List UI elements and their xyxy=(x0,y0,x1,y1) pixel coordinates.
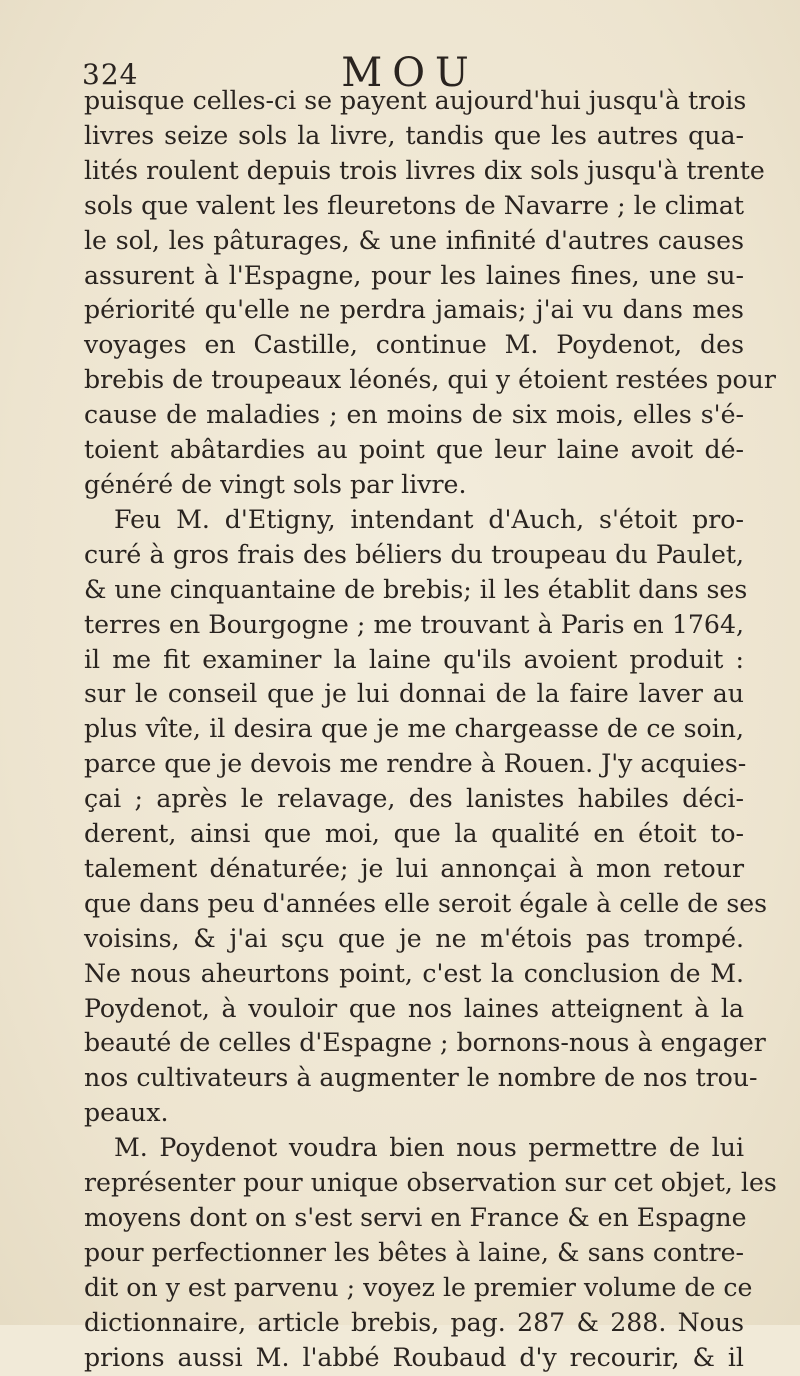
text-line: le sol, les pâturages, & une infinité d'autres causes xyxy=(84,225,744,255)
text-line: M. Poydenot voudra bien nous permettre de lui xyxy=(114,1133,744,1163)
text-line: voisins, & j'ai sçu que je ne m'étois pas trompé. xyxy=(84,923,744,953)
text-line: parce que je devois me rendre à Rouen. J'y acquies- xyxy=(84,749,747,779)
text-line: nos cultivateurs à augmenter le nombre de nos trou- xyxy=(84,1063,758,1093)
text-line: dictionnaire, article brebis, pag. 287 & 288. Nous xyxy=(84,1307,744,1337)
text-line: il me fit examiner la laine qu'ils avoient produit : xyxy=(84,644,744,674)
text-line: pour perfectionner les bêtes à laine, & sans contre- xyxy=(84,1237,744,1267)
text-line: & une cinquantaine de brebis; il les établit dans ses xyxy=(84,574,748,604)
body-text xyxy=(84,84,777,1376)
text-line: puisque celles-ci se payent aujourd'hui jusqu'à trois xyxy=(84,86,747,115)
text-line: plus vîte, il desira que je me chargeasse de ce soin, xyxy=(84,714,744,744)
text-line: voyages en Castille, continue M. Poydenot, des xyxy=(84,330,744,360)
text-line: derent, ainsi que moi, que la qualité en étoit to- xyxy=(84,819,744,849)
text-line: Poydenot, à vouloir que nos laines atteignent à la xyxy=(84,993,744,1023)
text-line: assurent à l'Espagne, pour les laines fines, une su- xyxy=(84,260,744,290)
text-line: moyens dont on s'est servi en France & en Espagne xyxy=(84,1203,747,1232)
running-head: MOU xyxy=(341,50,479,96)
text-line: livres seize sols la livre, tandis que les autres qua- xyxy=(84,120,744,150)
text-line: curé à gros frais des béliers du troupeau du Paulet, xyxy=(84,539,744,569)
text-line: brebis de troupeaux léonés, qui y étoient restées pour xyxy=(84,365,776,395)
text-line: sols que valent les fleuretons de Navarre ; le climat xyxy=(84,190,744,220)
text-line: peaux. xyxy=(84,1098,169,1128)
page-number: 324 xyxy=(82,58,139,91)
text-line: Ne nous aheurtons point, c'est la conclusion de M. xyxy=(84,958,744,988)
text-line: dit on y est parvenu ; voyez le premier volume de ce xyxy=(84,1272,753,1302)
text-line: prions aussi M. l'abbé Roubaud d'y recourir, & il xyxy=(84,1342,744,1372)
text-line: terres en Bourgogne ; me trouvant à Paris en 1764, xyxy=(84,609,744,639)
text-line: que dans peu d'années elle seroit égale à celle de ses xyxy=(84,888,768,918)
text-line: périorité qu'elle ne perdra jamais; j'ai vu dans mes xyxy=(84,295,744,325)
text-line: représenter pour unique observation sur cet objet, les xyxy=(84,1168,777,1198)
text-line: Feu M. d'Etigny, intendant d'Auch, s'étoit pro- xyxy=(114,504,744,534)
text-line: talement dénaturée; je lui annonçai à mon retour xyxy=(84,853,744,883)
text-line: sur le conseil que je lui donnai de la faire laver au xyxy=(84,679,744,709)
text-line: toient abâtardies au point que leur laine avoit dé- xyxy=(84,435,744,465)
text-line: çai ; après le relavage, des lanistes habiles déci- xyxy=(84,784,744,814)
text-line: généré de vingt sols par livre. xyxy=(84,469,467,499)
text-line: cause de maladies ; en moins de six mois, elles s'é- xyxy=(84,400,744,430)
text-line: beauté de celles d'Espagne ; bornons-nous à engager xyxy=(84,1028,766,1058)
text-line: lités roulent depuis trois livres dix sols jusqu'à trente xyxy=(84,155,765,185)
